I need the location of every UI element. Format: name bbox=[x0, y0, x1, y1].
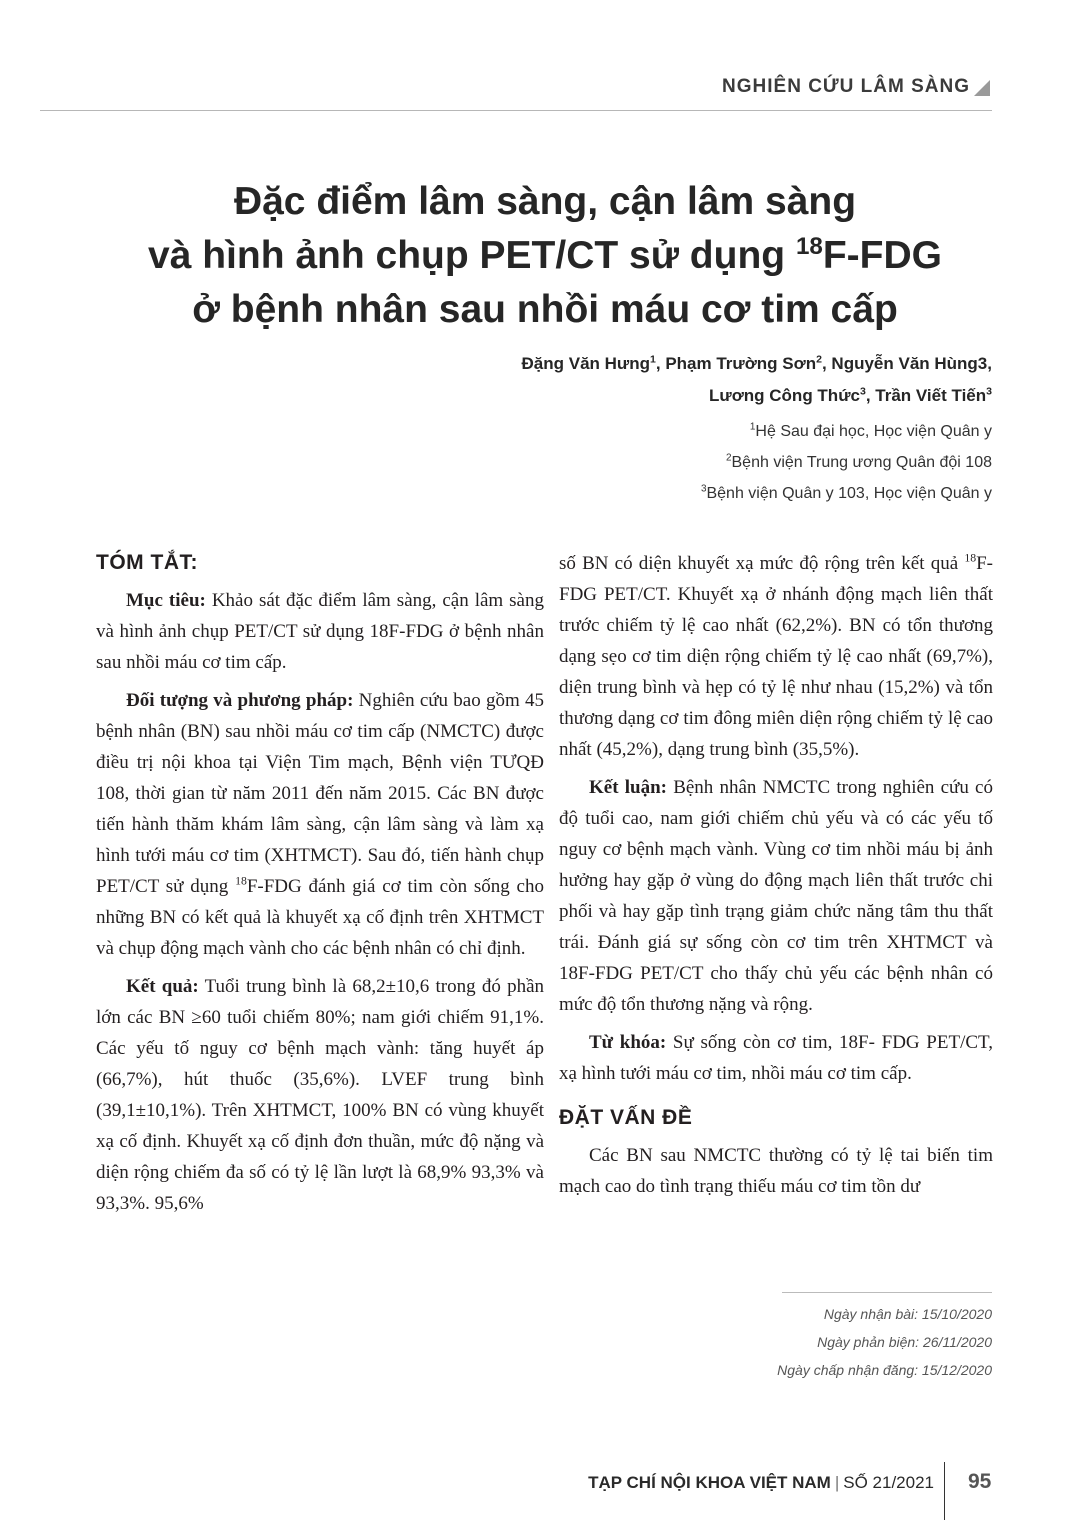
results-cont-text: số BN có diện khuyết xạ mức độ rộng trên kết quả bbox=[559, 553, 965, 574]
page-number: 95 bbox=[968, 1470, 992, 1493]
header-divider bbox=[40, 110, 992, 111]
author-name: Lương Công Thức bbox=[709, 386, 860, 405]
abstract-objective bbox=[96, 585, 544, 678]
affiliation-sup: 3 bbox=[700, 483, 707, 495]
author-line-1 bbox=[392, 348, 992, 380]
left-column bbox=[96, 548, 544, 1226]
methods-superscript: 18 bbox=[235, 874, 247, 888]
author-affil-sup: 3 bbox=[986, 385, 992, 398]
author-affil-sup: 3 bbox=[859, 385, 866, 398]
author-name: , Trần Viết Tiến bbox=[865, 386, 987, 405]
date-received: Ngày nhận bài: 15/10/2020 bbox=[823, 1306, 992, 1322]
author-list bbox=[392, 348, 992, 412]
objective-text: Khảo sát đặc điểm lâm sàng, cận lâm sàng và hình ảnh chụp PET/CT sử dụng 18F-FDG ở bệnh nhân sau nhồi máu cơ tim cấp. bbox=[96, 590, 544, 673]
abstract-keywords bbox=[559, 1027, 993, 1089]
abstract-conclusion bbox=[559, 772, 993, 1020]
affiliation-sup: 1 bbox=[749, 421, 756, 433]
author-line-2 bbox=[392, 380, 992, 412]
author-name: , Nguyễn Văn Hùng3, bbox=[821, 354, 992, 373]
keywords-label: Từ khóa: bbox=[589, 1032, 667, 1053]
author-name: Đặng Văn Hưng bbox=[521, 354, 651, 373]
footer-separator: | bbox=[834, 1473, 840, 1492]
conclusion-text: Bệnh nhân NMCTC trong nghiên cứu có độ tuổi cao, nam giới chiếm chủ yếu và có các yếu tố nguy cơ bệnh mạch vành. Vùng cơ tim nhồi máu bị ảnh hưởng hay gặp ở vùng do động mạch liên thất trước chi phối và hay gặp tình trạng giảm chức năng tâm thu thất trái. Đánh giá sự sống còn cơ tim trên XHTMCT và 18F-FDG PET/CT cho thấy chủ yếu các bệnh nhân có mức độ tổn thương nặng và rộng. bbox=[559, 777, 993, 1015]
title-superscript: 18 bbox=[795, 233, 823, 260]
results-text: Tuổi trung bình là 68,2±10,6 trong đó phần lớn các BN ≥60 tuổi chiếm 80%; nam giới chiếm 91,1%. Các yếu tố nguy cơ bệnh mạch vành: tăng huyết áp (66,7%), hút thuốc (35,6%). LVEF trung bình (39,1±10,1%). Trên XHTMCT, 100% BN có vùng khuyết xạ cố định. Khuyết xạ cố định đơn thuần, mức độ nặng và diện rộng chiếm đa số có tỷ lệ lần lượt là 68,9% 93,3% và 93,3%. 95,6% bbox=[96, 976, 545, 1214]
footer-vertical-rule bbox=[944, 1462, 945, 1520]
affiliation-item bbox=[392, 447, 992, 478]
date-reviewed: Ngày phản biện: 26/11/2020 bbox=[817, 1334, 992, 1350]
author-affil-sup: 2 bbox=[816, 353, 822, 366]
affiliation-list bbox=[392, 416, 992, 509]
abstract-methods bbox=[96, 685, 544, 964]
title-line-2 bbox=[70, 229, 1020, 283]
results-label: Kết quả: bbox=[126, 976, 199, 997]
journal-issue: SỐ 21/2021 bbox=[843, 1473, 934, 1492]
results-superscript: 18 bbox=[964, 551, 977, 565]
date-accepted: Ngày chấp nhận đăng: 15/12/2020 bbox=[777, 1362, 992, 1378]
results-cont-tail: F-FDG PET/CT. Khuyết xạ ở nhánh động mạch liên thất trước chiếm tỷ lệ cao nhất (62,2%). BN có tổn thương dạng sẹo cơ tim diện rộng chiếm tỷ lệ cao nhất (69,7%), diện trung bình và hẹp có tỷ lệ như nhau (15,2%) và tổn thương dạng cơ tim đông miên diện rộng chiếm tỷ lệ cao nhất (45,2%), dạng trung bình (35,5%). bbox=[559, 553, 993, 760]
abstract-heading: TÓM TẮT: bbox=[96, 551, 198, 574]
title-line-2-text: và hình ảnh chụp PET/CT sử dụng bbox=[148, 234, 796, 277]
affiliation-item bbox=[392, 416, 992, 447]
section-label: NGHIÊN CỨU LÂM SÀNG bbox=[722, 76, 970, 97]
journal-footer bbox=[588, 1473, 934, 1493]
intro-heading: ĐẶT VẤN ĐỀ bbox=[559, 1106, 693, 1129]
affiliation-text: Bệnh viện Trung ương Quân đội 108 bbox=[731, 454, 992, 471]
intro-paragraph: Các BN sau NMCTC thường có tỷ lệ tai biến tim mạch cao do tình trạng thiếu máu cơ tim tồn dư bbox=[559, 1145, 993, 1197]
methods-label: Đối tượng và phương pháp: bbox=[126, 690, 354, 711]
dates-divider bbox=[782, 1292, 992, 1293]
submission-dates bbox=[492, 1300, 992, 1384]
right-column bbox=[559, 548, 993, 1209]
affiliation-text: Hệ Sau đại học, Học viện Quân y bbox=[755, 423, 992, 440]
journal-name: TẠP CHÍ NỘI KHOA VIỆT NAM bbox=[588, 1473, 831, 1492]
affiliation-item bbox=[392, 478, 992, 509]
conclusion-label: Kết luận: bbox=[589, 777, 667, 798]
abstract-results-continued bbox=[559, 548, 993, 765]
title-line-1: Đặc điểm lâm sàng, cận lâm sàng bbox=[233, 180, 857, 223]
objective-label: Mục tiêu: bbox=[126, 590, 206, 611]
triangle-marker-icon bbox=[974, 80, 990, 96]
author-name: , Phạm Trường Sơn bbox=[655, 354, 817, 373]
affiliation-text: Bệnh viện Quân y 103, Học viện Quân y bbox=[706, 485, 992, 502]
methods-text: Nghiên cứu bao gồm 45 bệnh nhân (BN) sau nhồi máu cơ tim cấp (NMCTC) được điều trị nội khoa tại Viện Tim mạch, Bệnh viện TƯQĐ 108, thời gian từ năm 2011 đến năm 2015. Các BN được tiến hành thăm khám lâm sàng, cận lâm sàng và làm xạ hình tưới máu cơ tim (XHTMCT). Sau đó, tiến hành chụp PET/CT sử dụng bbox=[96, 690, 544, 897]
affiliation-sup: 2 bbox=[725, 452, 732, 464]
keywords-text: Sự sống còn cơ tim, 18F- FDG PET/CT, xạ hình tưới máu cơ tim, nhồi máu cơ tim cấp. bbox=[559, 1032, 993, 1084]
author-affil-sup: 1 bbox=[650, 353, 656, 366]
title-line-3: ở bệnh nhân sau nhồi máu cơ tim cấp bbox=[192, 288, 898, 331]
abstract-results bbox=[96, 971, 544, 1219]
article-title bbox=[70, 175, 1020, 337]
title-line-2-tail: F-FDG bbox=[822, 234, 942, 277]
methods-text-tail: F-FDG đánh giá cơ tim còn sống cho những BN có kết quả là khuyết xạ cố định trên XHTMCT và chụp động mạch vành cho các bệnh nhân có chỉ định. bbox=[96, 876, 544, 959]
